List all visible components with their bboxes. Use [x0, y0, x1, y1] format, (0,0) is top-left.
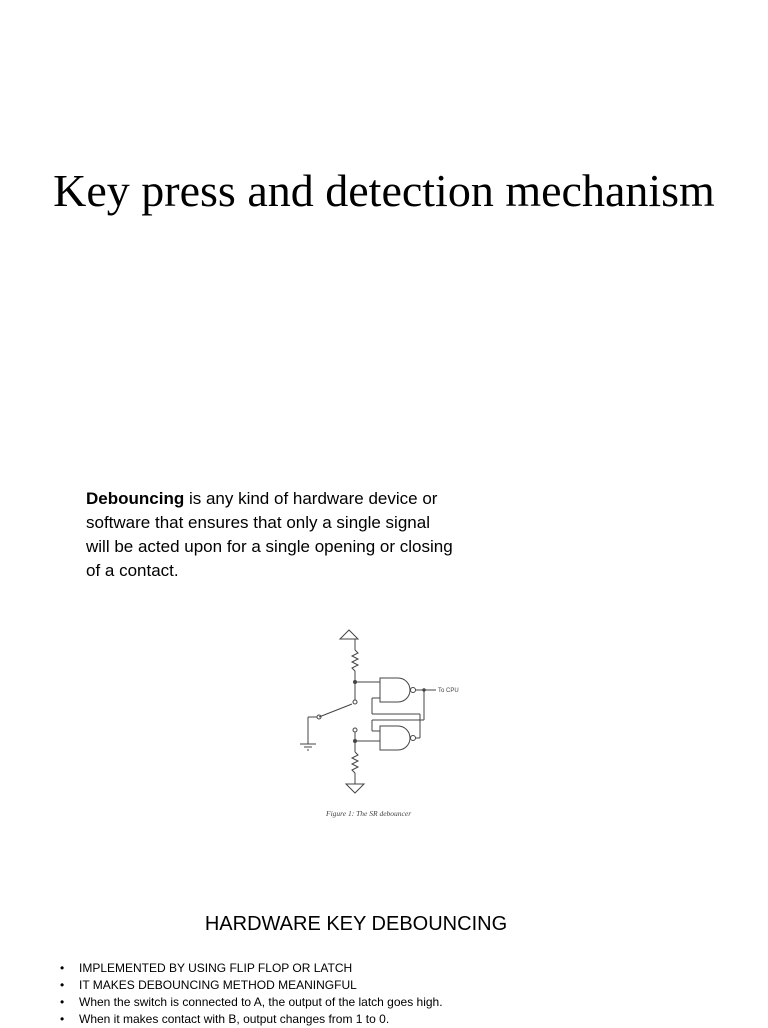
figure-caption: Figure 1: The SR debouncer [326, 809, 412, 818]
sr-debouncer-circuit [294, 626, 484, 826]
switch-lever [319, 704, 352, 717]
vcc-symbol [340, 630, 358, 639]
list-item: • IMPLEMENTED BY USING FLIP FLOP OR LATCH [60, 961, 353, 975]
pullup-resistor [352, 650, 358, 671]
list-item: • When it makes contact with B, output changes from 1 to 0. [60, 1012, 390, 1026]
bullet-list [60, 960, 740, 1028]
slide-title: Key press and detection mechanism [53, 165, 715, 216]
definition-term: Debouncing [86, 489, 185, 508]
list-item: • When the switch is connected to A, the output of the latch goes high. [60, 995, 443, 1009]
bullet-icon: • [60, 961, 65, 975]
section-heading: HARDWARE KEY DEBOUNCING [204, 913, 508, 935]
gnd-arrow-symbol [346, 784, 364, 793]
nand-gate-1 [380, 678, 410, 702]
bullet-icon: • [60, 978, 65, 992]
list-item: • IT MAKES DEBOUNCING METHOD MEANINGFUL [60, 978, 357, 992]
to-cpu-label: To CPU [438, 688, 459, 694]
definition-text: is any kind of hardware device or software that ensures that only a single signal will be acted upon for a single opening or closing of a contact. [86, 489, 453, 580]
definition-paragraph [86, 487, 458, 583]
bullet-icon: • [60, 1012, 65, 1026]
pulldown-resistor [352, 752, 358, 773]
nand-gate-2 [380, 726, 410, 750]
bullet-icon: • [60, 995, 65, 1009]
